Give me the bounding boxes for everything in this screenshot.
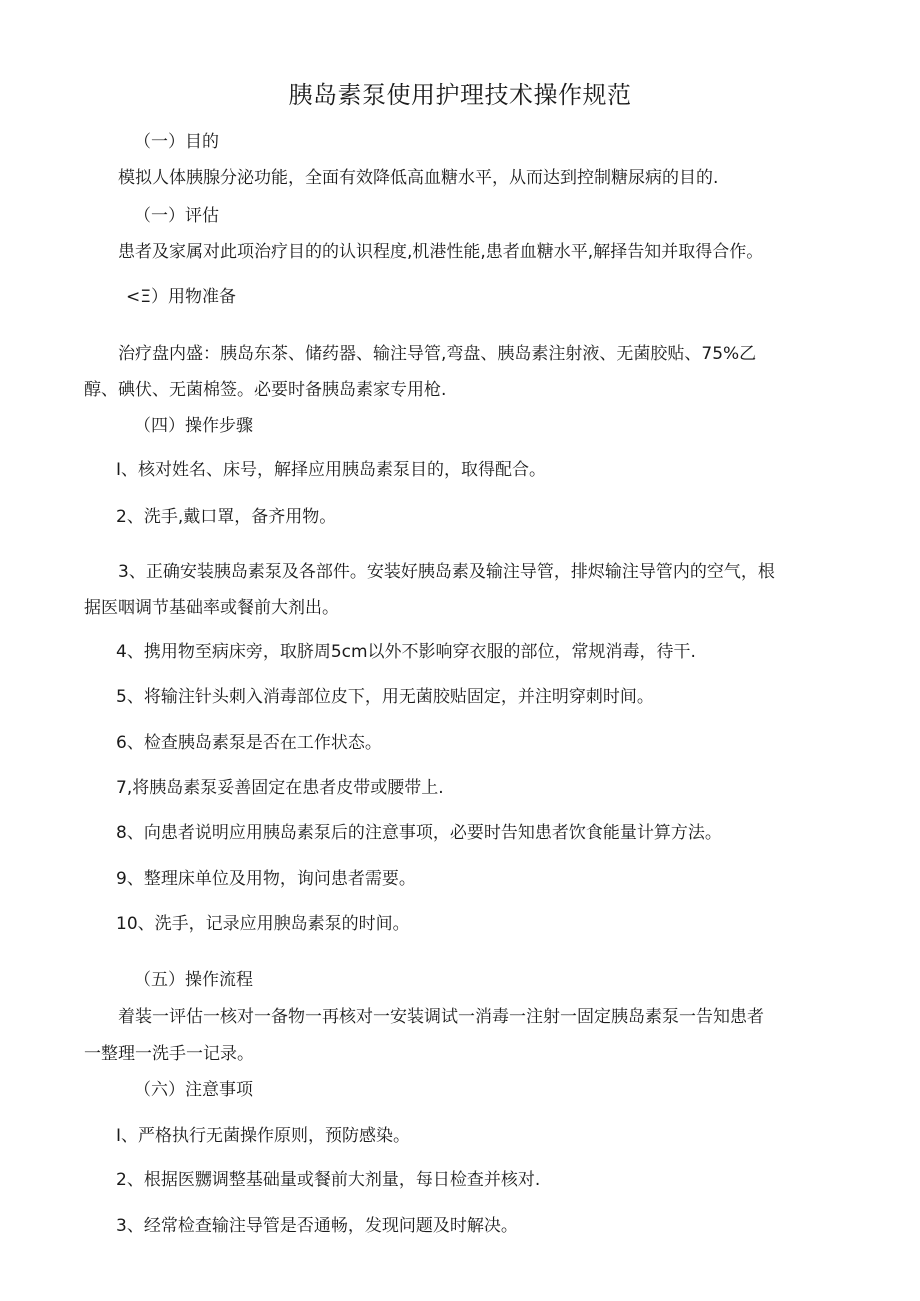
step-item-7: 7,将胰岛素泵妥善固定在患者皮带或腰带上.	[116, 778, 444, 798]
step-item-8: 8、向患者说明应用胰岛素泵后的注意事项，必要时告知患者饮食能量计算方法。	[116, 823, 722, 843]
assessment-text: 患者及家属对此项治疗目的的认识程度,机港性能,患者血糖水平,解择告知并取得合作。	[118, 242, 764, 262]
note-item-2: 2、根据医嬲调整基础量或餐前大剂量，每日检查并核对.	[116, 1170, 541, 1190]
section-heading-notes: （六）注意事项	[134, 1080, 253, 1100]
flow-text-line-1: 着装一评估一核对一备物一再核对一安装调试一消毒一注射一固定胰岛素泵一告知患者	[118, 1007, 764, 1027]
step-item-4: 4、携用物至病床旁，取脐周5cm以外不影响穿衣服的部位，常规消毒，待干.	[116, 642, 696, 662]
purpose-text: 模拟人体胰腺分泌功能，全面有效降低高血糖水平，从而达到控制糖尿病的目的.	[118, 168, 719, 188]
document-title: 胰岛素泵使用护理技术操作规范	[288, 81, 632, 109]
note-item-1: I、严格执行无菌操作原则，预防感染。	[116, 1126, 411, 1146]
step-item-9: 9、整理床单位及用物，询问患者需要。	[116, 869, 416, 889]
step-item-2: 2、洗手,戴口罩，备齐用物。	[116, 507, 337, 527]
section-heading-flow: （五）操作流程	[134, 970, 253, 990]
step-item-6: 6、检查胰岛素泵是否在工作状态。	[116, 733, 382, 753]
section-heading-purpose: （一）目的	[134, 132, 219, 152]
supplies-text-line-1: 治疗盘内盛：胰岛东茶、储药器、输注导管,弯盘、胰岛素注射液、无菌胶贴、75%乙	[118, 344, 757, 364]
step-item-5: 5、将输注针头刺入消毒部位皮下，用无菌胶贴固定，并注明穿刺时间。	[116, 687, 654, 707]
flow-text-line-2: 一整理一洗手一记录。	[84, 1044, 254, 1064]
section-heading-supplies: <Ξ）用物准备	[126, 287, 236, 307]
section-heading-assessment: （一）评估	[134, 206, 219, 226]
supplies-text-line-2: 醇、碘伏、无菌棉签。必要时备胰岛素家专用枪.	[84, 380, 447, 400]
step-item-1: I、核对姓名、床号，解择应用胰岛素泵目的，取得配合。	[116, 460, 547, 480]
step-item-3: 3、正确安装胰岛素泵及各部件。安装好胰岛素及输注导管，排烬输注导管内的空气，根	[118, 562, 775, 582]
step-item-3-continued: 据医咽调节基础率或餐前大剂出。	[84, 598, 339, 618]
step-item-10: 10、洗手，记录应用腴岛素泵的时间。	[116, 914, 410, 934]
note-item-3: 3、经常检查输注导管是否通畅，发现问题及时解决。	[116, 1216, 518, 1236]
section-heading-steps: （四）操作步骤	[134, 416, 253, 436]
